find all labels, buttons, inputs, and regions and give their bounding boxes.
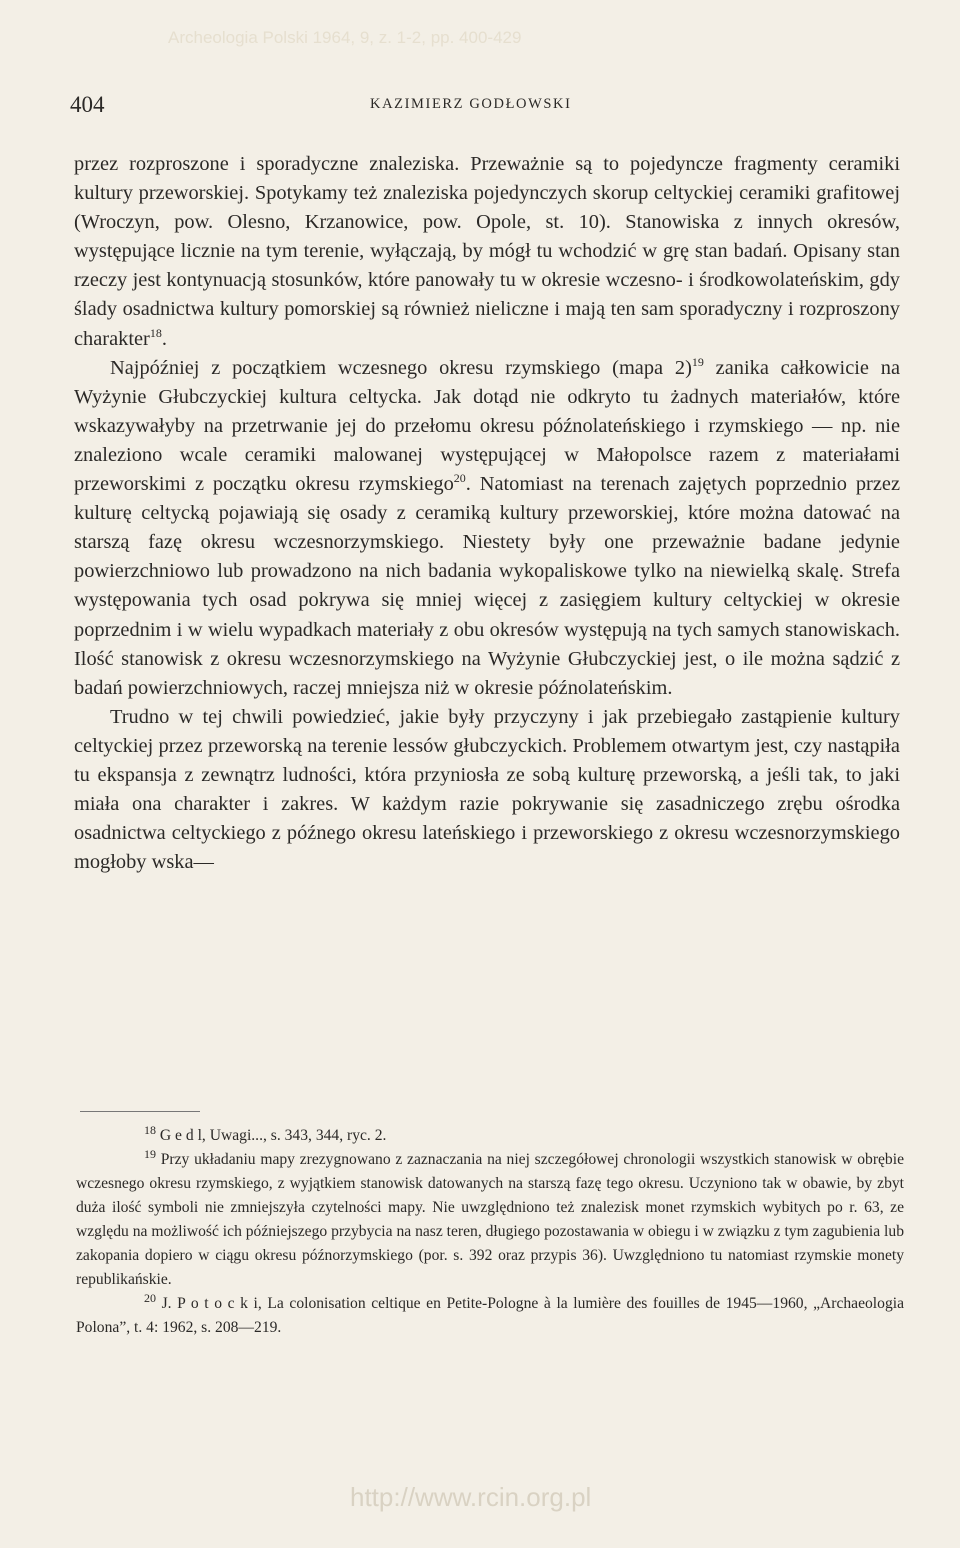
- page-header: [0, 84, 960, 128]
- repository-url-watermark: http://www.rcin.org.pl: [350, 1482, 592, 1512]
- paragraph-text: przez rozproszone i sporadyczne znaleziska. Przeważnie są to pojedyncze fragmenty ceramiki kultury przeworskiej. Spotykamy też znaleziska pojedynczych skorup celtyckiej ceramiki grafitowej (Wroczyn, pow. Olesno, Krzanowice, pow. Opole, st. 10). Stanowiska z innych okresów, występujące licznie na tym terenie, wyłączają, by mógł tu wchodzić w grę stan badań. Opisany stan rzeczy jest kontynuacją stosunków, które panowały tu w okresie wczesno- i środkowolateńskim, gdy ślady osadnictwa kultury pomorskiej są również nieliczne i mają ten sam sporadyczny i rozproszony charakter: [74, 153, 900, 350]
- footnote-text: G e d l, Uwagi..., s. 343, 344, ryc. 2.: [156, 1127, 387, 1144]
- footnote-ref[interactable]: 19: [691, 354, 704, 369]
- paragraph-text: . Natomiast na terenach zajętych poprzednio przez kulturę celtycką pojawiają się osady z ceramiką kultury przeworskiej, które można datować na starszą fazę okresu wczesnorzymskiego. Niestety były one przeważnie badane jedynie powierzchniowo lub prowadzono na nich badania wykopaliskowe tylko na niewielką skalę. Strefa występowania tych osad pokrywa się mniej więcej z zasięgiem kultury celtyckiej w okresie poprzednim i w wielu wypadkach materiały z obu okresów występują na tych samych stanowiskach. Ilość stanowisk z okresu wczesnorzymskiego na Wyżynie Głubczyckiej jest, o ile można sądzić z badań powierzchniowych, raczej mniejsza niż w okresie późnolateńskim.: [74, 473, 901, 699]
- footnote-separator: [80, 1111, 200, 1112]
- paragraph-text: Trudno w tej chwili powiedzieć, jakie były przyczyny i jak przebiegało zastąpienie kultury celtyckiej przez przeworską na terenie lessów głubczyckich. Problemem otwartym jest, czy nastąpiła tu ekspansja z zewnątrz ludności, która przyniosła ze sobą kulturę przeworską, a jeśli tak, to jaki miała ona charakter i zakres. W każdym razie pokrywanie się zasadniczego zrębu ośrodka osadnictwa celtyckiego z późnego okresu lateńskiego i przeworskiego z okresu wczesnorzymskiego mogłoby wska—: [74, 705, 900, 874]
- main-text: [74, 150, 900, 877]
- footnotes: [76, 1124, 904, 1340]
- paragraph: [74, 354, 900, 703]
- paragraph: [74, 150, 900, 354]
- footnote-text: Przy układaniu mapy zrezygnowano z zaznaczania na niej szczegółowej chronologii wszystkich stanowisk w obrębie wczesnego okresu rzymskiego, z wyjątkiem stanowisk datowanych na starszą fazę tego okresu. Uczyniono tak w obawie, by zbyt duża ilość symboli nie zmniejszyła czytelności mapy. Nie uwzględniono też znalezisk monet rzymskich wybitych po r. 63, ze względu na możliwość ich późniejszego przybycia na nasz teren, długiego pozostawania w obiegu i w związku z tym zagubienia lub zakopania dopiero w ciągu okresu późnorzymskiego (por. s. 392 oraz przypis 36). Uwzględniono tu natomiast rzymskie monety republikańskie.: [76, 1151, 904, 1288]
- footnote: $^{20}$ J. P o t o c k i, La colonisation celtique en Petite-Pologne à la lumière des fouilles de 1945—1960, „Archaeologia Polona”, t. 4: 1962, s. 208—219.: [76, 1290, 904, 1336]
- paragraph: [74, 703, 900, 878]
- paragraph-text: zanika całkowicie na Wyżynie Głubczyckiej kultura celtycka. Jak dotąd nie odkryto tu żadnych materiałów, które wskazywałyby na przetrwanie jej do przełomu okresu późnolateńskiego i rzymskiego — np. nie znaleziono wcale ceramiki malowanej występującej w Małopolsce razem z materiałami przeworskimi z początku okresu rzymskiego: [74, 356, 901, 496]
- running-head-author: KAZIMIERZ GODŁOWSKI: [370, 96, 572, 112]
- footnote: $^{18}$ G e d l, Uwagi..., s. 343, 344, ryc. 2.: [144, 1122, 387, 1144]
- paragraph-text: .: [161, 327, 167, 350]
- footnote-ref[interactable]: 18: [149, 325, 162, 340]
- page-number: 404: [70, 92, 105, 117]
- footnote-text: J. P o t o c k i, La colonisation celtique en Petite-Pologne à la lumière des fouilles de 1945—1960, „Archaeologia Polona”, t. 4: 1962, s. 208—219.: [76, 1295, 904, 1336]
- paragraph-text: Najpóźniej z początkiem wczesnego okresu rzymskiego (mapa 2): [110, 356, 692, 379]
- source-watermark: Archeologia Polski 1964, 9, z. 1-2, pp. 400-429: [168, 28, 522, 47]
- footnote: $^{19}$ Przy układaniu mapy zrezygnowano z zaznaczania na niej szczegółowej chronologii wszystkich stanowisk w obrębie wczesnego okresu rzymskiego, z wyjątkiem stanowisk datowanych na starszą fazę tego okresu. Uczyniono tak w obawie, by zbyt duża ilość symboli nie zmniejszyła czytelności mapy. Nie uwzględniono też znalezisk monet rzymskich wybitych po r. 63, ze względu na możliwość ich późniejszego przybycia na nasz teren, długiego pozostawania w obiegu i w związku z tym zagubienia lub zakopania dopiero w ciągu okresu późnorzymskiego (por. s. 392 oraz przypis 36). Uwzględniono tu natomiast rzymskie monety republikańskie.: [76, 1146, 904, 1288]
- footnote-ref[interactable]: 20: [453, 471, 466, 486]
